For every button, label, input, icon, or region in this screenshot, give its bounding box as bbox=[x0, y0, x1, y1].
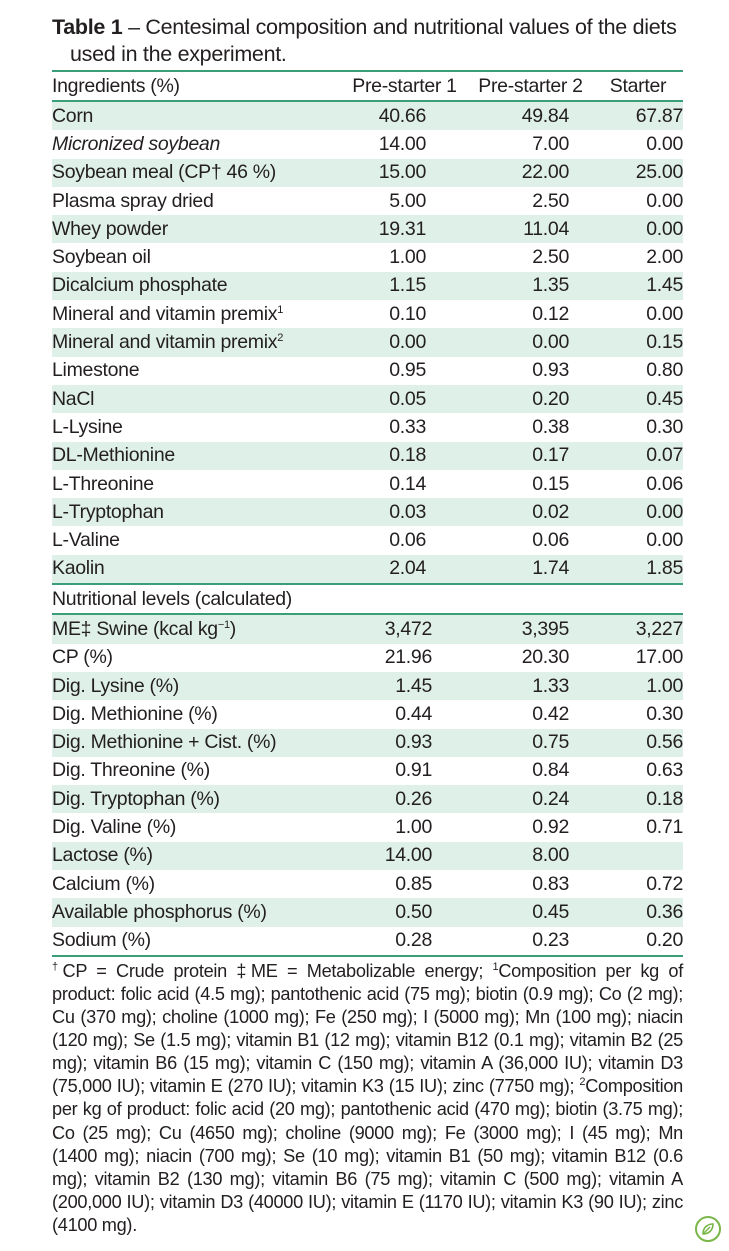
ingredient-value-2: 0.15 bbox=[532, 472, 569, 495]
ingredient-value-3: 0.00 bbox=[646, 529, 683, 552]
header-ingredients: Ingredients (%) bbox=[52, 71, 341, 101]
nutrition-value-2: 0.83 bbox=[532, 872, 569, 895]
nutrition-value-2: 8.00 bbox=[468, 842, 593, 870]
ingredient-value-2: 0.00 bbox=[468, 328, 593, 356]
nutrition-row bbox=[52, 842, 683, 870]
ingredient-name bbox=[52, 101, 341, 130]
ingredient-name bbox=[52, 187, 341, 215]
nutrition-name-text: Dig. Methionine + Cist. (%) bbox=[52, 731, 277, 754]
ingredient-value-2: 11.04 bbox=[468, 215, 593, 243]
ingredient-superscript: 2 bbox=[277, 332, 284, 345]
ingredient-value-3: 0.06 bbox=[646, 472, 683, 495]
ingredient-value-2: 0.06 bbox=[532, 529, 569, 552]
ingredient-value-1: 0.10 bbox=[389, 302, 426, 325]
ingredient-row bbox=[52, 101, 683, 130]
ingredient-value-3: 0.30 bbox=[646, 415, 683, 438]
nutrition-value-1: 0.85 bbox=[395, 872, 432, 895]
nutrition-value-3: 3,227 bbox=[593, 614, 683, 643]
nutrition-value-2: 1.33 bbox=[468, 672, 593, 700]
footnote-part1: CP = Crude protein ‡ME = Metabolizable energy; bbox=[62, 960, 493, 981]
nutrition-row bbox=[52, 813, 683, 841]
nutrition-value-1: 0.44 bbox=[395, 702, 432, 725]
ingredient-value-2: 49.84 bbox=[468, 101, 593, 130]
ingredient-name bbox=[52, 498, 341, 526]
ingredient-name bbox=[52, 243, 341, 271]
ingredient-name-text: Plasma spray dried bbox=[52, 189, 214, 212]
ingredient-row bbox=[52, 243, 683, 271]
ingredient-name-text: L-Tryptophan bbox=[52, 500, 164, 523]
nutrition-value-2: 0.23 bbox=[468, 927, 593, 956]
ingredient-row bbox=[52, 328, 683, 356]
nutrition-value-1: 1.00 bbox=[395, 816, 432, 839]
ingredient-value-3: 0.00 bbox=[646, 189, 683, 212]
nutrition-name-text: CP (%) bbox=[52, 646, 113, 669]
nutrition-value-3: 0.18 bbox=[593, 785, 683, 813]
nutrition-row bbox=[52, 644, 683, 672]
ingredient-superscript: 1 bbox=[277, 303, 284, 316]
ingredient-row bbox=[52, 385, 683, 413]
nutrition-row bbox=[52, 757, 683, 785]
ingredient-row bbox=[52, 187, 683, 215]
nutrition-value-3: 0.71 bbox=[646, 816, 683, 839]
ingredient-name bbox=[52, 357, 341, 385]
ingredient-value-2: 0.20 bbox=[468, 385, 593, 413]
ingredient-value-3: 0.00 bbox=[593, 215, 683, 243]
nutrition-name bbox=[52, 757, 341, 785]
table-figure bbox=[52, 14, 683, 1237]
ingredient-value-1: 0.14 bbox=[389, 472, 426, 495]
nutrition-value-2: 0.42 bbox=[532, 702, 569, 725]
nutrition-name bbox=[52, 870, 341, 898]
ingredient-name-text: L-Lysine bbox=[52, 415, 123, 438]
ingredient-row bbox=[52, 159, 683, 187]
ingredient-name-text: Whey powder bbox=[52, 217, 168, 240]
nutrition-body bbox=[52, 614, 683, 956]
nutrition-value-1: 14.00 bbox=[341, 842, 468, 870]
ingredient-value-2: 0.38 bbox=[532, 415, 569, 438]
footnote-sup2: 2 bbox=[579, 1076, 586, 1089]
nutrition-value-2: 0.84 bbox=[532, 759, 569, 782]
nutrition-name-text: Dig. Valine (%) bbox=[52, 816, 177, 839]
nutrition-name bbox=[52, 898, 341, 926]
ingredient-value-3: 0.00 bbox=[593, 498, 683, 526]
ingredient-value-3: 2.00 bbox=[646, 246, 683, 269]
nutrition-value-3: 0.56 bbox=[593, 729, 683, 757]
ingredient-name-text: Limestone bbox=[52, 359, 140, 382]
ingredient-name bbox=[52, 328, 341, 356]
nutrition-value-1: 0.93 bbox=[341, 729, 468, 757]
section-label: Nutritional levels (calculated) bbox=[52, 584, 683, 614]
nutrition-value-3: 0.63 bbox=[646, 759, 683, 782]
nutrition-name-text: ME‡ Swine (kcal kg bbox=[52, 617, 218, 640]
ingredient-value-2: 7.00 bbox=[532, 132, 569, 155]
ingredient-name bbox=[52, 215, 341, 243]
caption-text-2: used in the experiment. bbox=[70, 42, 287, 66]
nutrition-name-text: Lactose (%) bbox=[52, 844, 153, 867]
ingredient-name bbox=[52, 442, 341, 470]
nutrition-value-1: 0.26 bbox=[341, 785, 468, 813]
ingredient-value-2: 1.74 bbox=[468, 555, 593, 584]
ingredient-value-2: 2.50 bbox=[532, 189, 569, 212]
ingredient-name bbox=[52, 159, 341, 187]
ingredient-name-text: Micronized soybean bbox=[52, 132, 221, 155]
nutrition-value-2: 3,395 bbox=[468, 614, 593, 643]
ingredient-value-2: 2.50 bbox=[532, 246, 569, 269]
ingredient-name bbox=[52, 526, 341, 554]
nutrition-value-1: 0.91 bbox=[395, 759, 432, 782]
nutrition-value-2: 20.30 bbox=[521, 646, 569, 669]
nutrition-row bbox=[52, 729, 683, 757]
ingredient-name-text: NaCl bbox=[52, 387, 95, 410]
ingredient-value-1: 5.00 bbox=[389, 189, 426, 212]
leaf-logo-icon bbox=[695, 1216, 721, 1242]
ingredient-value-1: 0.33 bbox=[389, 415, 426, 438]
ingredient-value-2: 0.17 bbox=[468, 442, 593, 470]
nutrition-name-text: Dig. Methionine (%) bbox=[52, 702, 218, 725]
ingredient-value-2: 0.02 bbox=[468, 498, 593, 526]
ingredient-value-3: 0.15 bbox=[593, 328, 683, 356]
ingredient-value-1: 1.15 bbox=[341, 272, 468, 300]
ingredient-value-1: 0.95 bbox=[389, 359, 426, 382]
ingredient-value-1: 1.00 bbox=[389, 246, 426, 269]
ingredient-name bbox=[52, 470, 341, 498]
nutrition-value-2: 0.45 bbox=[468, 898, 593, 926]
ingredient-name-text: Dicalcium phosphate bbox=[52, 274, 228, 297]
ingredient-name-text: Mineral and vitamin premix bbox=[52, 302, 278, 325]
nutrition-name bbox=[52, 729, 341, 757]
ingredient-name bbox=[52, 385, 341, 413]
ingredient-row bbox=[52, 272, 683, 300]
nutrition-name-text: Dig. Tryptophan (%) bbox=[52, 787, 220, 810]
ingredient-name bbox=[52, 555, 341, 584]
ingredient-value-2: 1.35 bbox=[468, 272, 593, 300]
ingredient-row bbox=[52, 442, 683, 470]
ingredient-name-text: Mineral and vitamin premix bbox=[52, 331, 278, 354]
ingredient-row bbox=[52, 555, 683, 584]
nutrition-value-3: 0.36 bbox=[593, 898, 683, 926]
nutrition-name bbox=[52, 927, 341, 956]
table-footnote bbox=[52, 960, 683, 1237]
ingredient-value-3: 1.85 bbox=[593, 555, 683, 584]
ingredient-value-1: 0.06 bbox=[389, 529, 426, 552]
ingredient-row bbox=[52, 526, 683, 554]
ingredient-value-3: 0.00 bbox=[646, 132, 683, 155]
ingredient-row bbox=[52, 357, 683, 385]
nutrition-value-3: 0.72 bbox=[646, 872, 683, 895]
ingredient-value-1: 19.31 bbox=[341, 215, 468, 243]
nutrition-superscript: −1 bbox=[217, 618, 230, 631]
ingredient-name bbox=[52, 300, 341, 328]
nutrition-row bbox=[52, 614, 683, 643]
ingredient-name bbox=[52, 130, 341, 158]
nutrition-row bbox=[52, 927, 683, 956]
ingredient-value-1: 40.66 bbox=[341, 101, 468, 130]
ingredient-name-text: Soybean oil bbox=[52, 246, 151, 269]
composition-table bbox=[52, 70, 683, 957]
ingredient-value-1: 0.05 bbox=[341, 385, 468, 413]
nutrition-value-2: 0.92 bbox=[532, 816, 569, 839]
nutrition-row bbox=[52, 700, 683, 728]
ingredient-value-3: 1.45 bbox=[593, 272, 683, 300]
footnote-part3: Composition per kg of product: folic acid (20 mg); pantothenic acid (470 mg); biotin (3.75 mg); Co (25 mg); Cu (4650 mg); choline (9000 mg); Fe (3000 mg); I (45 mg); Mn (1400 mg); niacin (700 mg); Se (10 mg); vitamin B1 (50 mg); vitamin B12 (0.6 mg); vitamin B2 (130 mg); vitamin B6 (75 mg); vitamin C (500 mg); vitamin A (200,000 IU); vitamin D3 (40000 IU); vitamin E (1170 IU); vitamin K3 (90 IU); zinc (4100 mg). bbox=[52, 1076, 683, 1235]
ingredient-name-text: Kaolin bbox=[52, 557, 105, 580]
ingredient-value-3: 0.45 bbox=[593, 385, 683, 413]
nutrition-name bbox=[52, 813, 341, 841]
ingredient-row bbox=[52, 300, 683, 328]
ingredient-value-1: 15.00 bbox=[341, 159, 468, 187]
ingredient-value-1: 0.18 bbox=[341, 442, 468, 470]
table-caption bbox=[52, 14, 683, 68]
ingredient-row bbox=[52, 215, 683, 243]
ingredient-value-2: 0.12 bbox=[532, 302, 569, 325]
nutrition-name bbox=[52, 842, 341, 870]
nutrition-row bbox=[52, 898, 683, 926]
ingredient-name bbox=[52, 413, 341, 441]
ingredient-value-3: 0.00 bbox=[646, 302, 683, 325]
ingredient-value-3: 25.00 bbox=[593, 159, 683, 187]
ingredients-body bbox=[52, 101, 683, 584]
nutrition-name bbox=[52, 672, 341, 700]
ingredient-name-text: L-Valine bbox=[52, 529, 120, 552]
nutrition-name-text: Dig. Threonine (%) bbox=[52, 759, 210, 782]
nutrition-value-1: 21.96 bbox=[384, 646, 432, 669]
nutrition-row bbox=[52, 672, 683, 700]
nutrition-suffix: ) bbox=[229, 617, 236, 640]
header-pre-starter-1: Pre-starter 1 bbox=[341, 71, 468, 101]
ingredient-row bbox=[52, 130, 683, 158]
nutrition-value-1: 3,472 bbox=[341, 614, 468, 643]
nutrition-value-1: 0.28 bbox=[341, 927, 468, 956]
nutrition-name bbox=[52, 644, 341, 672]
header-pre-starter-2: Pre-starter 2 bbox=[468, 71, 593, 101]
ingredient-value-2: 22.00 bbox=[468, 159, 593, 187]
caption-label: Table 1 bbox=[52, 15, 123, 39]
caption-text-1: – Centesimal composition and nutritional values of the diets bbox=[122, 15, 677, 39]
nutrition-value-2: 0.75 bbox=[468, 729, 593, 757]
nutrition-name-text: Available phosphorus (%) bbox=[52, 900, 267, 923]
nutrition-value-3: 17.00 bbox=[635, 646, 683, 669]
ingredient-value-3: 0.07 bbox=[593, 442, 683, 470]
footnote-part2: Composition per kg of product: folic acid (4.5 mg); pantothenic acid (75 mg); biotin (0.9 mg); Co (2 mg); Cu (370 mg); choline (1000 mg); Fe (250 mg); I (5000 mg); Mn (100 mg); niacin (120 mg); Se (1.5 mg); vitamin B1 (12 mg); vitamin B12 (0.1 mg); vitamin B2 (25 mg); vitamin B6 (15 mg); vitamin C (150 mg); vitamin A (36,000 IU); vitamin D3 (75,000 IU); vitamin E (270 IU); vitamin K3 (15 IU); zinc (7750 mg); bbox=[52, 960, 683, 1097]
nutrition-name bbox=[52, 614, 341, 643]
nutrition-value-2: 0.24 bbox=[468, 785, 593, 813]
section-row bbox=[52, 584, 683, 614]
ingredient-row bbox=[52, 470, 683, 498]
ingredient-row bbox=[52, 413, 683, 441]
ingredient-name-text: DL-Methionine bbox=[52, 444, 175, 467]
ingredient-value-3: 0.80 bbox=[646, 359, 683, 382]
nutrition-value-3: 0.30 bbox=[646, 702, 683, 725]
ingredient-value-1: 0.00 bbox=[341, 328, 468, 356]
nutrition-name-text: Calcium (%) bbox=[52, 872, 155, 895]
footnote-dagger: † bbox=[52, 960, 63, 973]
nutrition-value-1: 0.50 bbox=[341, 898, 468, 926]
nutrition-name-text: Dig. Lysine (%) bbox=[52, 674, 179, 697]
ingredient-name bbox=[52, 272, 341, 300]
ingredient-value-1: 0.03 bbox=[341, 498, 468, 526]
nutrition-value-3: 1.00 bbox=[593, 672, 683, 700]
header-starter: Starter bbox=[593, 71, 683, 101]
nutrition-row bbox=[52, 785, 683, 813]
ingredient-value-1: 2.04 bbox=[341, 555, 468, 584]
nutrition-value-1: 1.45 bbox=[341, 672, 468, 700]
nutrition-row bbox=[52, 870, 683, 898]
nutrition-name bbox=[52, 785, 341, 813]
nutrition-value-3: 0.20 bbox=[593, 927, 683, 956]
nutrition-name-text: Sodium (%) bbox=[52, 929, 151, 952]
ingredient-value-1: 14.00 bbox=[378, 132, 426, 155]
header-row bbox=[52, 71, 683, 101]
ingredient-row bbox=[52, 498, 683, 526]
nutrition-value-3 bbox=[593, 842, 683, 870]
nutrition-name bbox=[52, 700, 341, 728]
ingredient-name-text: Corn bbox=[52, 104, 94, 127]
ingredient-value-2: 0.93 bbox=[532, 359, 569, 382]
ingredient-value-3: 67.87 bbox=[593, 101, 683, 130]
footnote-sup1: 1 bbox=[492, 960, 499, 973]
ingredient-name-text: Soybean meal (CP† 46 %) bbox=[52, 161, 276, 184]
ingredient-name-text: L-Threonine bbox=[52, 472, 154, 495]
